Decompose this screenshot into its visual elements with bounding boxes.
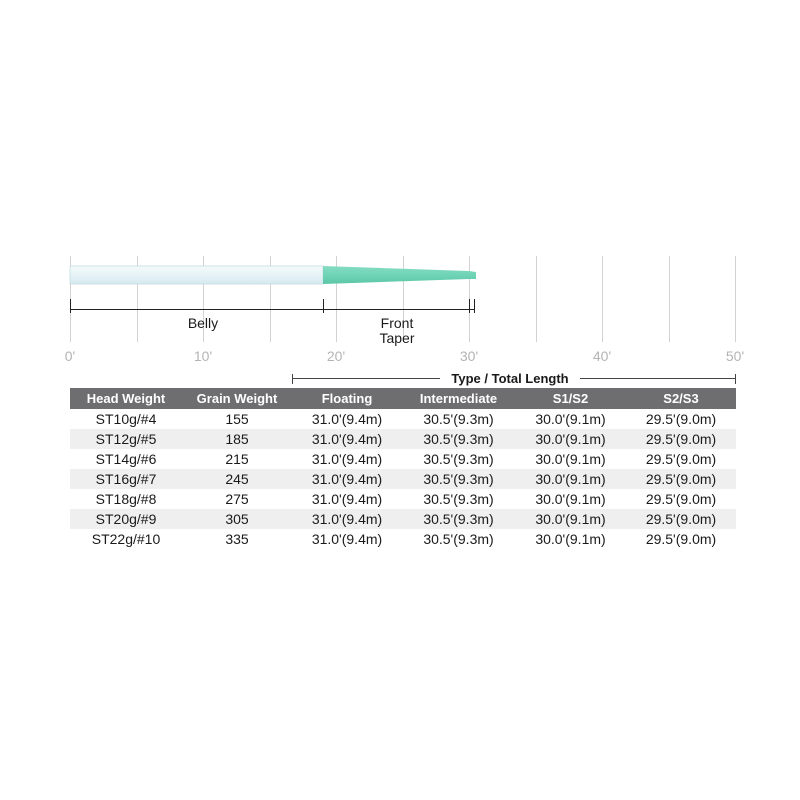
col-header-floating: Floating xyxy=(292,388,402,409)
table-cell: 30.0'(9.1m) xyxy=(535,451,606,467)
table-row xyxy=(70,449,736,469)
table-cell: ST14g/#6 xyxy=(95,451,157,467)
table-cell: 29.5'(9.0m) xyxy=(626,469,736,489)
type-total-length-label: Type / Total Length xyxy=(451,371,569,386)
table-cell: 29.5'(9.0m) xyxy=(626,429,736,449)
table-cell: 30.5'(9.3m) xyxy=(423,451,494,467)
table-cell: 30.5'(9.3m) xyxy=(423,491,494,507)
table-cell: 30.0'(9.1m) xyxy=(515,509,626,529)
axis-tick-label: 40' xyxy=(592,348,612,364)
table-cell: 31.0'(9.4m) xyxy=(311,491,383,507)
table-cell: ST18g/#8 xyxy=(95,491,157,507)
table-cell: 31.0'(9.4m) xyxy=(292,509,402,529)
belly-dimension-line xyxy=(71,299,324,313)
axis-tick-label: 10' xyxy=(193,348,213,364)
table-row xyxy=(70,429,736,449)
axis-tick-label: 0' xyxy=(64,348,76,364)
col-header-intermediate: Intermediate xyxy=(402,388,515,409)
col-header-grain-weight: Grain Weight xyxy=(182,388,292,409)
front-taper-section xyxy=(323,266,476,284)
table-cell: 185 xyxy=(182,429,292,449)
table-cell: 245 xyxy=(182,469,292,489)
table-cell: 29.5'(9.0m) xyxy=(645,531,717,547)
table-cell: 30.5'(9.3m) xyxy=(423,531,494,547)
table-row xyxy=(70,469,736,489)
table-cell: 30.5'(9.3m) xyxy=(402,429,515,449)
table-cell: 30.5'(9.3m) xyxy=(402,469,515,489)
table-cell: 31.0'(9.4m) xyxy=(292,429,402,449)
axis-tick-label: 20' xyxy=(326,348,346,364)
table-row xyxy=(70,509,736,529)
table-cell: 30.0'(9.1m) xyxy=(535,491,606,507)
belly-section xyxy=(70,266,323,284)
table-cell: 30.5'(9.3m) xyxy=(402,509,515,529)
table-cell: 275 xyxy=(225,491,249,507)
table-cell: 155 xyxy=(225,411,249,427)
table-row xyxy=(70,409,736,429)
table-row xyxy=(70,489,736,509)
table-cell: 31.0'(9.4m) xyxy=(311,451,383,467)
table-cell: 335 xyxy=(225,531,249,547)
belly-label: Belly xyxy=(187,315,219,331)
table-cell: 31.0'(9.4m) xyxy=(311,411,383,427)
table-cell: ST22g/#10 xyxy=(91,531,161,547)
front-taper-label-line2: Taper xyxy=(379,330,415,346)
table-cell: 30.0'(9.1m) xyxy=(535,531,606,547)
col-header-s2-s3: S2/S3 xyxy=(626,388,736,409)
table-cell: 29.5'(9.0m) xyxy=(645,411,717,427)
table-cell: 29.5'(9.0m) xyxy=(645,451,717,467)
table-cell: 31.0'(9.4m) xyxy=(311,531,383,547)
table-cell: 30.0'(9.1m) xyxy=(515,469,626,489)
col-header-s1-s2: S1/S2 xyxy=(515,388,626,409)
axis-tick-label: 30' xyxy=(459,348,479,364)
table-cell: 30.0'(9.1m) xyxy=(515,429,626,449)
table-cell: ST10g/#4 xyxy=(95,411,157,427)
table-cell: 29.5'(9.0m) xyxy=(645,491,717,507)
table-cell: ST20g/#9 xyxy=(70,509,182,529)
axis-tick-label: 50' xyxy=(725,348,745,364)
axis-tick-labels xyxy=(65,348,744,364)
line-spec-table xyxy=(70,388,736,549)
col-header-head-weight: Head Weight xyxy=(70,388,182,409)
table-header-row xyxy=(70,388,736,409)
table-cell: 30.5'(9.3m) xyxy=(423,411,494,427)
front-taper-label-line1: Front xyxy=(380,315,414,331)
table-row xyxy=(70,529,736,549)
table-cell: ST16g/#7 xyxy=(70,469,182,489)
table-cell: 31.0'(9.4m) xyxy=(292,469,402,489)
table-cell: 305 xyxy=(182,509,292,529)
table-cell: 215 xyxy=(225,451,249,467)
table-cell: 29.5'(9.0m) xyxy=(626,509,736,529)
front-taper-dimension-line xyxy=(324,299,475,313)
table-cell: ST12g/#5 xyxy=(70,429,182,449)
table-cell: 30.0'(9.1m) xyxy=(535,411,606,427)
